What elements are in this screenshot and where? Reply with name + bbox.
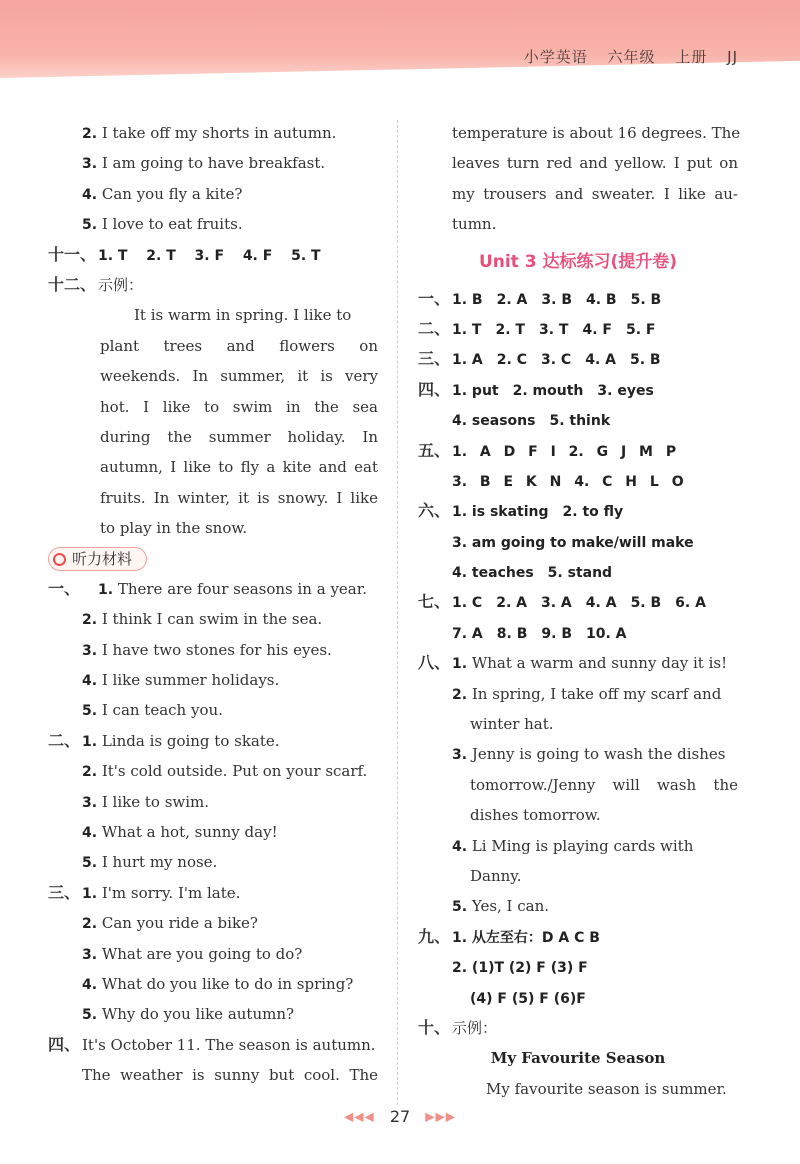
answer-line: 5. I hurt my nose. xyxy=(82,853,218,872)
section-7: 七、 1. C 2. A 3. A 4. A 5. B 6. A xyxy=(418,592,706,612)
left-arrows-icon: ◀◀◀ xyxy=(344,1109,375,1124)
essay-continued: tumn. xyxy=(452,215,497,234)
answer-line: tomorrow./Jenny will wash the xyxy=(470,775,738,794)
section-label: 十一、 xyxy=(48,244,97,264)
answer-line: 3. Jenny is going to wash the dishes xyxy=(452,745,726,764)
answer-line: 5. I can teach you. xyxy=(82,701,223,720)
answer-line: 4. teaches 5. stand xyxy=(452,565,613,582)
answer-line: 3. What are you going to do? xyxy=(82,944,303,963)
answer-line: dishes tomorrow. xyxy=(470,806,601,825)
essay-line: during the summer holiday. In xyxy=(100,427,378,446)
answer-line: 2. Can you ride a bike? xyxy=(82,914,258,933)
right-arrows-icon: ▶▶▶ xyxy=(425,1109,456,1124)
header-edition: JJ xyxy=(727,48,738,66)
listening-2: 二、 1. Linda is going to skate. xyxy=(48,730,280,750)
answer-line: 4. I like summer holidays. xyxy=(82,671,280,690)
listening-3: 三、 1. I'm sorry. I'm late. xyxy=(48,882,241,902)
answer-line: 2. (1)T (2) F (3) F xyxy=(452,960,588,977)
essay-line: autumn, I like to fly a kite and eat xyxy=(100,458,378,477)
left-column xyxy=(48,118,378,1091)
section-11: 十一、 1. T 2. T 3. F 4. F 5. T xyxy=(48,240,378,270)
answer-line: 5. I love to eat fruits. xyxy=(82,215,243,234)
listening-tag: 听力材料 xyxy=(48,547,147,571)
essay-line: weekends. In summer, it is very xyxy=(100,367,378,386)
unit-title: Unit 3 达标练习(提升卷) xyxy=(478,251,678,272)
essay-continued: leaves turn red and yellow. I put on xyxy=(452,154,738,173)
essay-line: plant trees and flowers on xyxy=(100,336,378,355)
section-4: 四、 1. put 2. mouth 3. eyes xyxy=(418,379,654,399)
answer-line: 2. It's cold outside. Put on your scarf. xyxy=(82,762,368,781)
essay-spring xyxy=(48,300,378,543)
headphones-icon xyxy=(53,553,66,566)
essay-line: hot. I like to swim in the sea xyxy=(100,397,378,416)
page-footer xyxy=(0,1106,800,1132)
essay-line: My favourite season is summer. xyxy=(486,1079,727,1098)
answer-line: 4. seasons 5. think xyxy=(452,413,611,430)
answer-line: (4) F (5) F (6)F xyxy=(470,990,586,1007)
answer-line: 4. Li Ming is playing cards with xyxy=(452,836,694,855)
header-volume: 上册 xyxy=(675,48,708,66)
header-info xyxy=(510,46,738,67)
page-number: 27 xyxy=(389,1107,411,1126)
answer-line: The weather is sunny but cool. The xyxy=(82,1066,378,1085)
answer-line: 2. In spring, I take off my scarf and xyxy=(452,684,722,703)
header-grade: 六年级 xyxy=(607,48,656,66)
listening-header xyxy=(48,543,378,573)
section-8: 八、 1. What a warm and sunny day it is! xyxy=(418,653,728,673)
section-5: 五、 1. A D F I 2. G J M P xyxy=(418,440,677,460)
section-label: 十二、 xyxy=(48,274,97,294)
listening-1: 一、 1. There are four seasons in a year. xyxy=(48,578,368,598)
answer-line: 3. I have two stones for his eyes. xyxy=(82,640,332,659)
answer-line: 2. I take off my shorts in autumn. xyxy=(82,124,337,142)
answer-line: 3. I am going to have breakfast. xyxy=(82,154,326,173)
answer-line: 3. am going to make/will make xyxy=(452,534,694,551)
essay-title: My Favourite Season xyxy=(490,1049,666,1068)
section-1: 一、 1. B 2. A 3. B 4. B 5. B xyxy=(418,288,662,308)
answer-line: 5. Yes, I can. xyxy=(452,897,550,916)
answer-line: Danny. xyxy=(470,866,522,885)
column-divider xyxy=(397,120,398,1105)
answer-line: 7. A 8. B 9. B 10. A xyxy=(452,625,627,642)
section-12: 十二、 示例： xyxy=(48,270,378,300)
answer-line: 5. Why do you like autumn? xyxy=(82,1005,295,1024)
section-2: 二、 1. T 2. T 3. T 4. F 5. F xyxy=(418,318,656,338)
essay-line: to play in the snow. xyxy=(100,519,248,538)
section-10: 十、 示例： xyxy=(418,1017,498,1037)
answer-line: 3. B E K N 4. C H L O xyxy=(452,473,684,490)
header-subject: 小学英语 xyxy=(523,48,588,66)
answer-line: winter hat. xyxy=(470,715,554,734)
answer-line: 4. Can you fly a kite? xyxy=(82,184,243,203)
answer-line: 2. I think I can swim in the sea. xyxy=(82,610,323,629)
listening-4: 四、 It's October 11. The season is autumn. xyxy=(48,1034,376,1054)
section-9: 九、 1. 从左至右：D A C B xyxy=(418,926,600,946)
essay-line: It is warm in spring. I like to xyxy=(134,306,352,325)
answer-line: 4. What do you like to do in spring? xyxy=(82,974,354,993)
right-column xyxy=(418,118,741,1104)
section-6: 六、 1. is skating 2. to fly xyxy=(418,501,624,521)
section-3: 三、 1. A 2. C 3. C 4. A 5. B xyxy=(418,349,661,369)
essay-continued: temperature is about 16 degrees. The xyxy=(452,124,741,142)
essay-line: fruits. In winter, it is snowy. I like xyxy=(100,488,378,507)
essay-continued: my trousers and sweater. I like au- xyxy=(452,184,738,203)
answer-line: 3. I like to swim. xyxy=(82,792,210,811)
answer-line: 4. What a hot, sunny day! xyxy=(82,822,278,841)
